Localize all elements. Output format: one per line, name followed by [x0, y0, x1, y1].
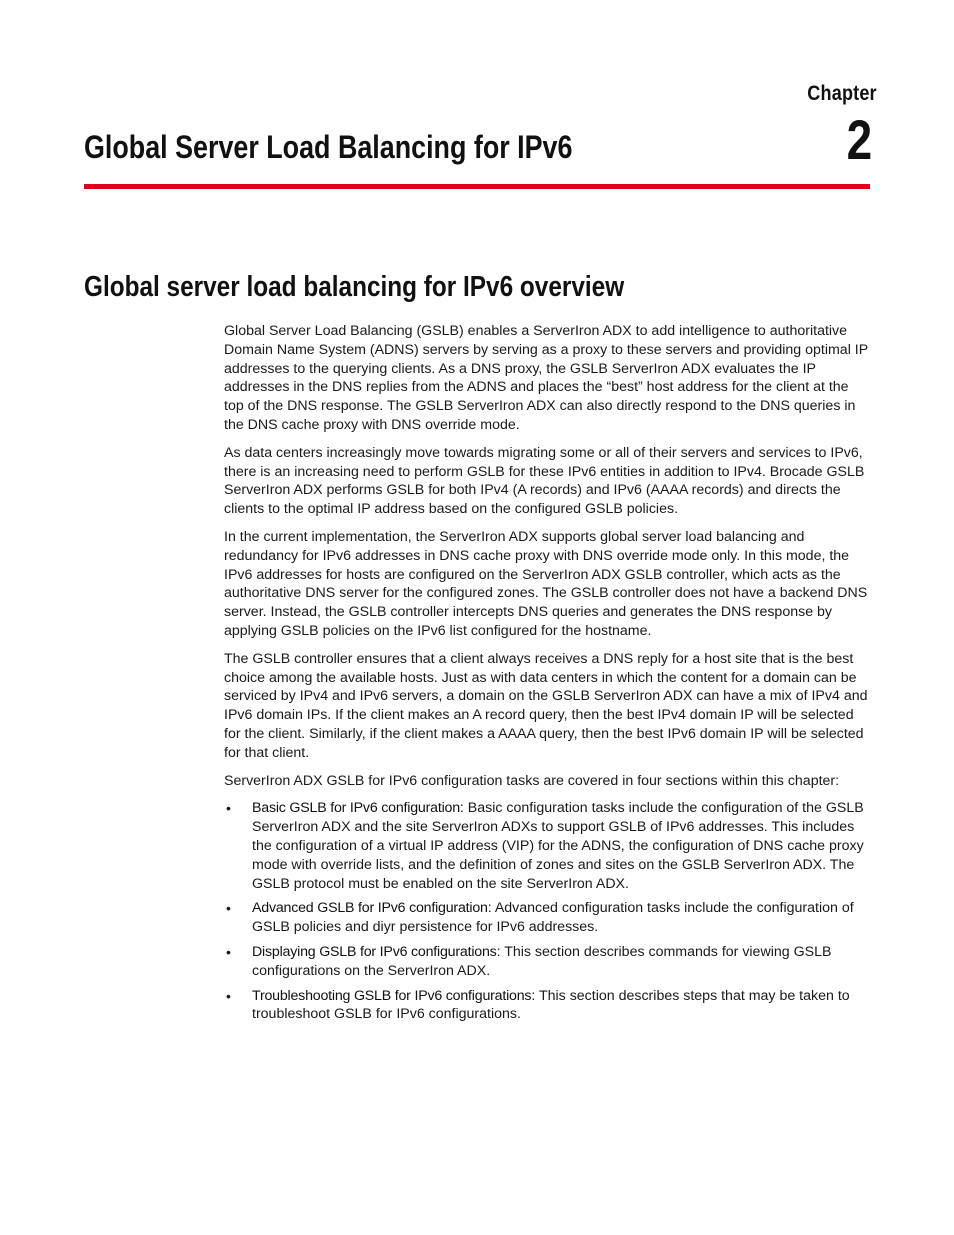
section-title: Global server load balancing for IPv6 overview	[84, 271, 625, 303]
chapter-rule	[84, 184, 870, 189]
list-item-text: : This section describes commands for viewing GSLB configurations on the ServerIron ADX.	[252, 943, 832, 979]
bullet-icon: •	[226, 800, 231, 817]
paragraph: The GSLB controller ensures that a client always receives a DNS reply for a host site that is the best choice among the available hosts. Just as with data centers in which the content for a domain can be serviced by IPv4 and IPv6 servers, a domain on the GSLB ServerIron ADX can have a mix of IPv4 and IPv6 domain IPs. If the client makes an A record query, then the best IPv4 domain IP will be selected for the client. Similarly, if the client makes a AAAA query, then the best IPv6 domain IP will be selected for that client.	[224, 650, 868, 761]
chapter-number: 2	[846, 108, 872, 171]
task-list	[224, 799, 872, 1024]
basic-config-link[interactable]: Basic GSLB for IPv6 configuration	[252, 800, 460, 817]
paragraph: ServerIron ADX GSLB for IPv6 configuration tasks are covered in four sections within this chapter:	[224, 772, 840, 789]
chapter-label: Chapter	[807, 82, 877, 105]
section-body	[224, 322, 872, 1030]
list-item	[224, 899, 872, 937]
displaying-config-link[interactable]: Displaying GSLB for IPv6 configurations	[252, 943, 497, 960]
chapter-title: Global Server Load Balancing for IPv6	[84, 129, 573, 165]
list-item-text: : This section describes steps that may be taken to troubleshoot GSLB for IPv6 configurations.	[252, 987, 850, 1023]
advanced-config-link[interactable]: Advanced GSLB for IPv6 configuration	[252, 900, 488, 917]
bullet-icon: •	[226, 943, 231, 960]
troubleshooting-config-link[interactable]: Troubleshooting GSLB for IPv6 configurations	[252, 987, 532, 1004]
list-item	[224, 943, 872, 981]
bullet-icon: •	[226, 900, 231, 917]
list-item-text: : Advanced configuration tasks include the configuration of GSLB policies and diyr persistence for IPv6 addresses.	[252, 900, 854, 936]
bullet-icon: •	[226, 987, 231, 1004]
list-item-text: : Basic configuration tasks include the configuration of the GSLB ServerIron ADX and the site ServerIron ADXs to support GSLB of IPv6 addresses. This includes the configuration of a virtual IP address (VIP) for the ADNS, the configuration of DNS cache proxy mode with override lists, and the definition of zones and sites on the GSLB ServerIron ADX. The GSLB protocol must be enabled on the site ServerIron ADX.	[252, 800, 864, 892]
paragraph: As data centers increasingly move towards migrating some or all of their servers and services to IPv6, there is an increasing need to perform GSLB for these IPv6 entities in addition to IPv4. Brocade GSLB ServerIron ADX performs GSLB for both IPv4 (A records) and IPv6 (AAAA records) and directs the clients to the optimal IP address based on the configured GSLB policies.	[224, 444, 865, 518]
list-item	[224, 987, 872, 1025]
paragraph: In the current implementation, the ServerIron ADX supports global server load balancing and redundancy for IPv6 addresses in DNS cache proxy with DNS override mode only. In this mode, the IPv6 addresses for hosts are configured on the ServerIron ADX GSLB controller, which acts as the authoritative DNS server for the configured zones. The GSLB controller does not have a backend DNS server. Instead, the GSLB controller intercepts DNS queries and generates the DNS response by applying GSLB policies on the IPv6 list configured for the hostname.	[224, 528, 868, 639]
paragraph: Global Server Load Balancing (GSLB) enables a ServerIron ADX to add intelligence to authoritative Domain Name System (ADNS) servers by serving as a proxy to these servers and providing optimal IP addresses to the querying clients. As a DNS proxy, the GSLB ServerIron ADX evaluates the IP addresses in the DNS replies from the ADNS and places the “best” host address for the client at the top of the DNS response. The GSLB ServerIron ADX can also directly respond to the DNS queries in the DNS cache proxy with DNS override mode.	[224, 323, 868, 433]
list-item	[224, 799, 872, 893]
